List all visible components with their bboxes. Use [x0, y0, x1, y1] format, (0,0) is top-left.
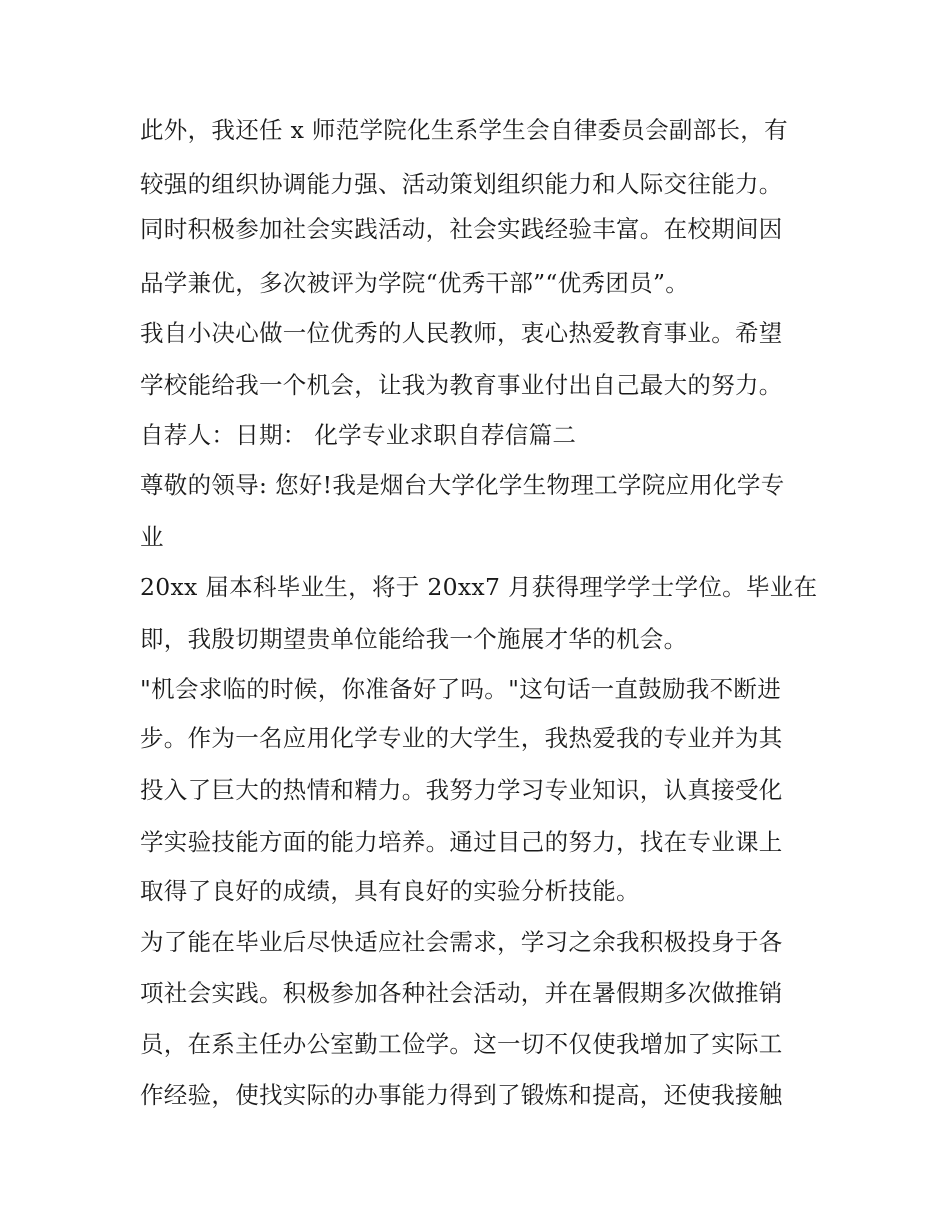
text-line: 20xx 届本科毕业生，将于 20xx7 月获得理学学士学位。毕业在	[140, 573, 818, 601]
text-line: 我自小决心做一位优秀的人民教师，衷心热爱教育事业。希望	[140, 319, 783, 347]
text-line: 品学兼优，多次被评为学院“优秀干部”“优秀团员”。	[140, 269, 690, 297]
text-line: 员，在系主任办公室勤工俭学。这一切不仅使我增加了实际工	[140, 1030, 783, 1058]
text-line: 同时积极参加社会实践活动，社会实践经验丰富。在校期间因	[140, 215, 783, 243]
text-line: 取得了良好的成绩，具有良好的实验分析技能。	[140, 877, 640, 905]
text-line: 投入了巨大的热情和精力。我努力学习专业知识，认真接受化	[140, 776, 783, 804]
text-line: 即，我殷切期望贵单位能给我一个施展才华的机会。	[140, 625, 688, 653]
text-line: 尊敬的领导: 您好!我是烟台大学化学生物理工学院应用化学专	[140, 471, 785, 499]
text-line: 业	[140, 523, 164, 551]
text-line: 较强的组织协调能力强、活动策划组织能力和人际交往能力。	[140, 170, 783, 198]
text-line: 学校能给我一个机会，让我为教育事业付出自己最大的努力。	[140, 371, 783, 399]
text-line: 作经验，使找实际的办事能力得到了锻炼和提高，还使我接触	[140, 1081, 783, 1109]
text-line: "机会求临的时候，你准备好了吗。"这句话一直鼓励我不断进	[140, 675, 782, 703]
text-line: 此外，我还任 x 师范学院化生系学生会自律委员会副部长，有	[140, 116, 788, 144]
text-line: 为了能在毕业后尽快适应社会需求，学习之余我积极投身于各	[140, 928, 783, 956]
text-line: 步。作为一名应用化学专业的大学生，我热爱我的专业并为其	[140, 724, 783, 752]
text-line: 自荐人：日期： 化学专业求职自荐信篇二	[140, 421, 577, 449]
text-line: 项社会实践。积极参加各种社会活动，并在暑假期多次做推销	[140, 979, 783, 1007]
text-line: 学实验技能方面的能力培养。通过目己的努力，找在专业课上	[140, 828, 783, 856]
